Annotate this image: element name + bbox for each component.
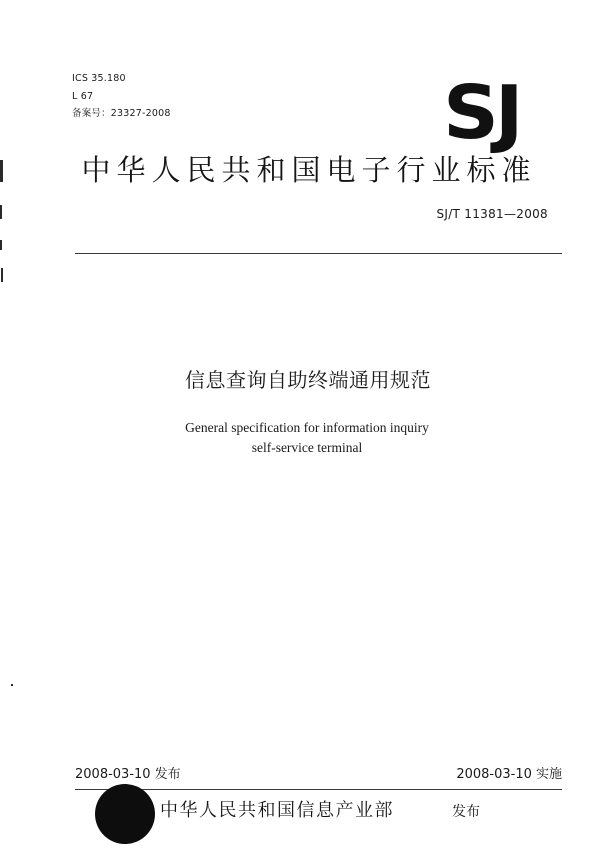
ics-code: ICS 35.180 bbox=[72, 73, 126, 84]
record-number: 备案号：23327-2008 bbox=[72, 108, 171, 119]
publisher-name: 中华人民共和国信息产业部 bbox=[160, 800, 394, 821]
implementation-date: 2008-03-10 实施 bbox=[456, 767, 562, 782]
title-english-line1: General specification for information inquiry bbox=[185, 420, 429, 435]
bottom-divider bbox=[75, 789, 562, 790]
publisher-action: 发布 bbox=[452, 804, 480, 820]
scan-mark bbox=[1, 268, 3, 282]
standard-number: SJ/T 11381—2008 bbox=[436, 207, 548, 221]
sj-logo: SJ bbox=[443, 70, 520, 156]
scan-mark bbox=[0, 240, 2, 250]
scan-mark bbox=[0, 160, 3, 182]
title-chinese: 信息查询自助终端通用规范 bbox=[185, 368, 431, 392]
ccs-code: L 67 bbox=[72, 91, 94, 102]
publisher-seal bbox=[95, 784, 155, 844]
scan-mark bbox=[0, 205, 2, 219]
top-divider bbox=[75, 253, 562, 254]
standard-type-heading: 中华人民共和国电子行业标准 bbox=[81, 153, 537, 187]
title-english-line2: self-service terminal bbox=[251, 440, 363, 455]
scan-mark bbox=[11, 684, 13, 686]
issue-date: 2008-03-10 发布 bbox=[75, 767, 181, 782]
